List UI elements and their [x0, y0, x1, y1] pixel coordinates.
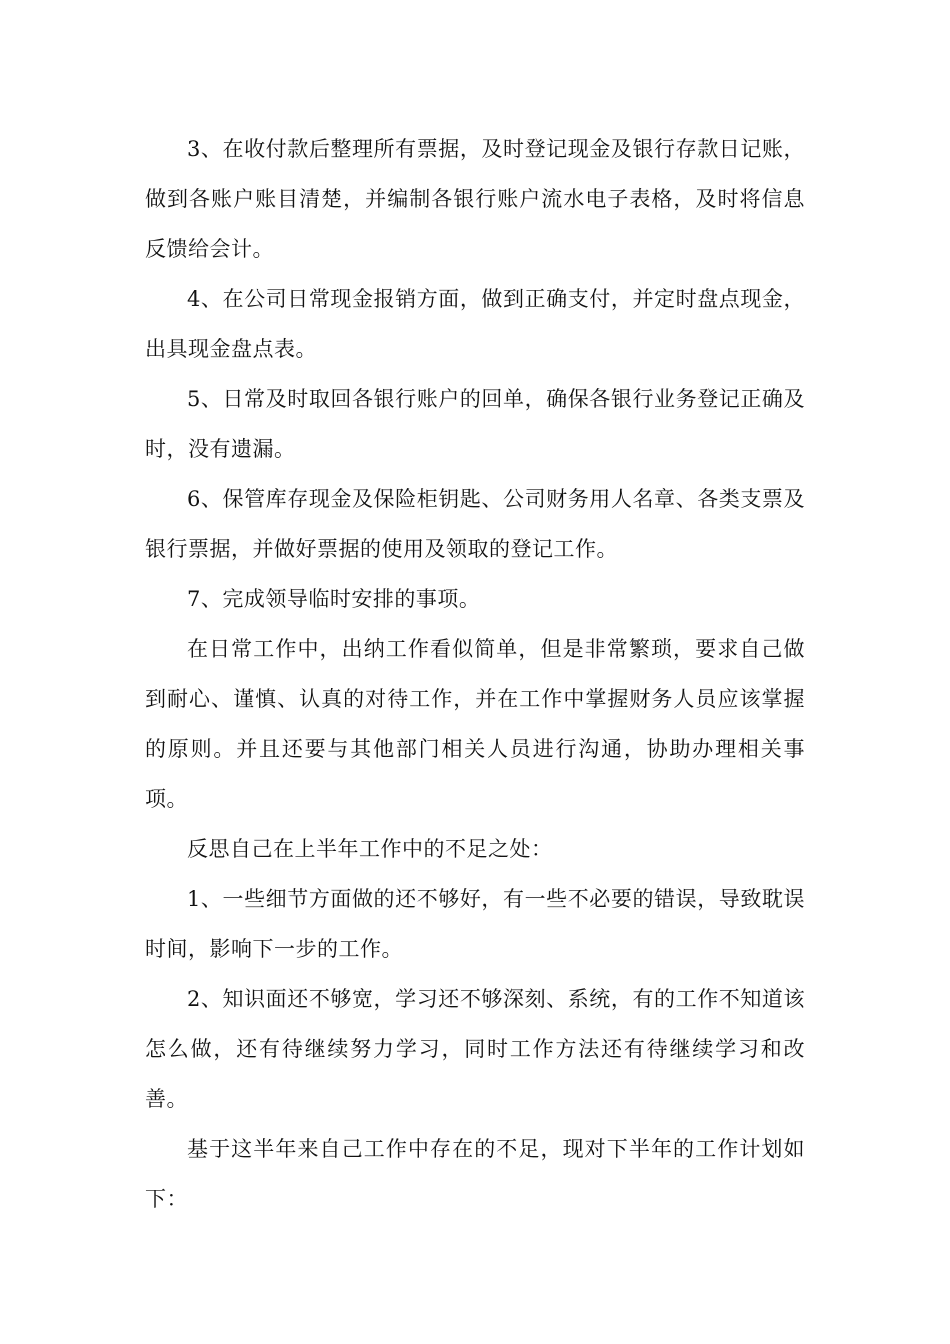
paragraph-item-4: 4、在公司日常现金报销方面，做到正确支付，并定时盘点现金，出具现金盘点表。	[145, 287, 805, 361]
paragraph-item-6: 6、保管库存现金及保险柜钥匙、公司财务用人名章、各类支票及银行票据，并做好票据的使用及领取的登记工作。	[145, 487, 805, 561]
paragraph-plan-intro: 基于这半年来自己工作中存在的不足，现对下半年的工作计划如下：	[145, 1137, 805, 1211]
paragraph-item-5: 5、日常及时取回各银行账户的回单，确保各银行业务登记正确及时，没有遗漏。	[145, 387, 805, 461]
paragraph-item-3: 3、在收付款后整理所有票据，及时登记现金及银行存款日记账，做到各账户账目清楚，并编制各银行账户流水电子表格，及时将信息反馈给会计。	[145, 137, 805, 261]
document-page	[145, 124, 805, 1224]
paragraph-shortcoming-2: 2、知识面还不够宽，学习还不够深刻、系统，有的工作不知道该怎么做，还有待继续努力学习，同时工作方法还有待继续学习和改善。	[145, 987, 805, 1111]
paragraph-shortcomings-heading: 反思自己在上半年工作中的不足之处：	[187, 837, 553, 861]
paragraph-shortcoming-1: 1、一些细节方面做的还不够好，有一些不必要的错误，导致耽误时间，影响下一步的工作。	[145, 887, 805, 961]
paragraph-daily-work: 在日常工作中，出纳工作看似简单，但是非常繁琐，要求自己做到耐心、谨慎、认真的对待工作，并在工作中掌握财务人员应该掌握的原则。并且还要与其他部门相关人员进行沟通，协助办理相关事项。	[145, 637, 805, 811]
paragraph-item-7: 7、完成领导临时安排的事项。	[187, 587, 481, 611]
